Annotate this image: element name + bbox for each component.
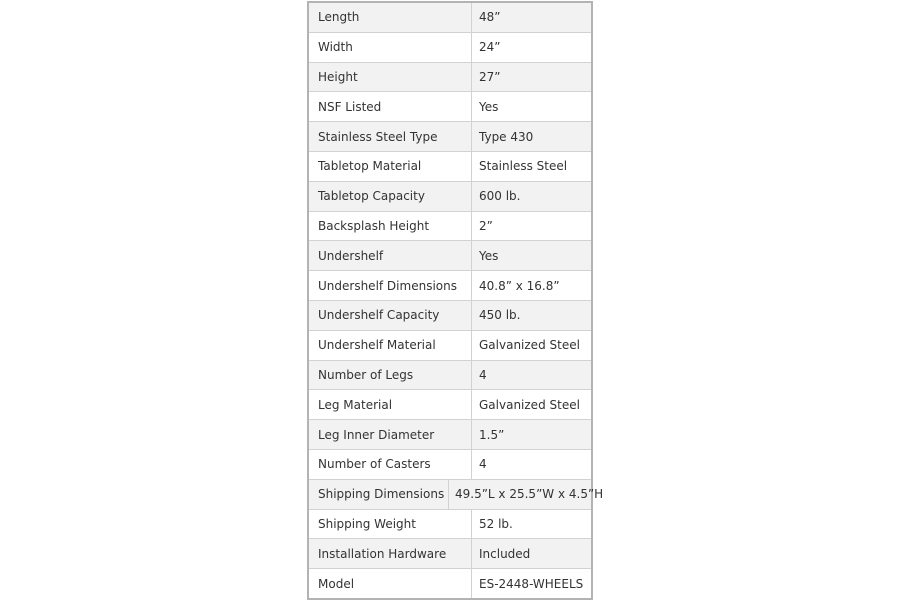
spec-value: Yes	[471, 92, 591, 121]
spec-value: 1.5”	[471, 420, 591, 449]
spec-row-undershelf-dimensions	[309, 271, 591, 301]
spec-value: 4	[471, 450, 591, 479]
spec-label: Length	[318, 10, 360, 25]
spec-row-shipping-dimensions	[309, 480, 604, 510]
spec-value: 27”	[471, 63, 591, 92]
spec-row-nsf-listed	[309, 92, 591, 122]
spec-value: 49.5”L x 25.5”W x 4.5”H	[448, 480, 591, 509]
spec-value: 52 lb.	[471, 510, 591, 539]
spec-value: Type 430	[471, 122, 591, 151]
spec-label: Backsplash Height	[318, 218, 430, 233]
spec-row-shipping-weight	[309, 510, 591, 540]
spec-label: Tabletop Material	[318, 159, 422, 174]
spec-row-width	[309, 33, 591, 63]
spec-row-tabletop-capacity	[309, 182, 591, 212]
spec-label: NSF Listed	[318, 99, 382, 114]
spec-label: Height	[318, 69, 358, 84]
specifications-table	[307, 1, 604, 600]
spec-value: ES-2448-WHEELS	[471, 569, 591, 598]
spec-label: Shipping Dimensions	[318, 487, 445, 502]
spec-row-length	[309, 3, 591, 33]
spec-label: Undershelf Material	[318, 338, 436, 353]
spec-row-height	[309, 63, 591, 93]
spec-label: Number of Casters	[318, 457, 431, 472]
spec-label: Shipping Weight	[318, 516, 416, 531]
spec-label: Stainless Steel Type	[318, 129, 438, 144]
spec-label: Undershelf Dimensions	[318, 278, 457, 293]
spec-value: Galvanized Steel	[471, 390, 591, 419]
spec-row-undershelf-capacity	[309, 301, 591, 331]
spec-label: Undershelf	[318, 248, 384, 263]
spec-value: 40.8” x 16.8”	[471, 271, 591, 300]
spec-value: Galvanized Steel	[471, 331, 591, 360]
spec-label: Undershelf Capacity	[318, 308, 440, 323]
spec-label: Number of Legs	[318, 367, 414, 382]
spec-label: Installation Hardware	[318, 546, 447, 561]
spec-row-leg-inner-diameter	[309, 420, 591, 450]
spec-row-number-of-legs	[309, 361, 591, 391]
spec-value: 600 lb.	[471, 182, 591, 211]
spec-row-installation-hardware	[309, 539, 591, 569]
spec-row-backsplash-height	[309, 212, 591, 242]
spec-value: 2”	[471, 212, 591, 241]
spec-label: Leg Material	[318, 397, 393, 412]
spec-row-tabletop-material	[309, 152, 591, 182]
spec-value: 24”	[471, 33, 591, 62]
spec-value: Stainless Steel	[471, 152, 591, 181]
spec-value: 48”	[471, 3, 591, 32]
spec-row-leg-material	[309, 390, 591, 420]
spec-label: Leg Inner Diameter	[318, 427, 435, 442]
spec-row-number-of-casters	[309, 450, 591, 480]
spec-row-undershelf	[309, 241, 591, 271]
spec-value: Included	[471, 539, 591, 568]
spec-value: 4	[471, 361, 591, 390]
spec-value: Yes	[471, 241, 591, 270]
spec-label: Width	[318, 40, 353, 55]
spec-label: Tabletop Capacity	[318, 189, 425, 204]
spec-label: Model	[318, 576, 355, 591]
spec-row-stainless-steel-type	[309, 122, 591, 152]
spec-row-undershelf-material	[309, 331, 591, 361]
spec-row-model	[309, 569, 591, 600]
spec-value: 450 lb.	[471, 301, 591, 330]
